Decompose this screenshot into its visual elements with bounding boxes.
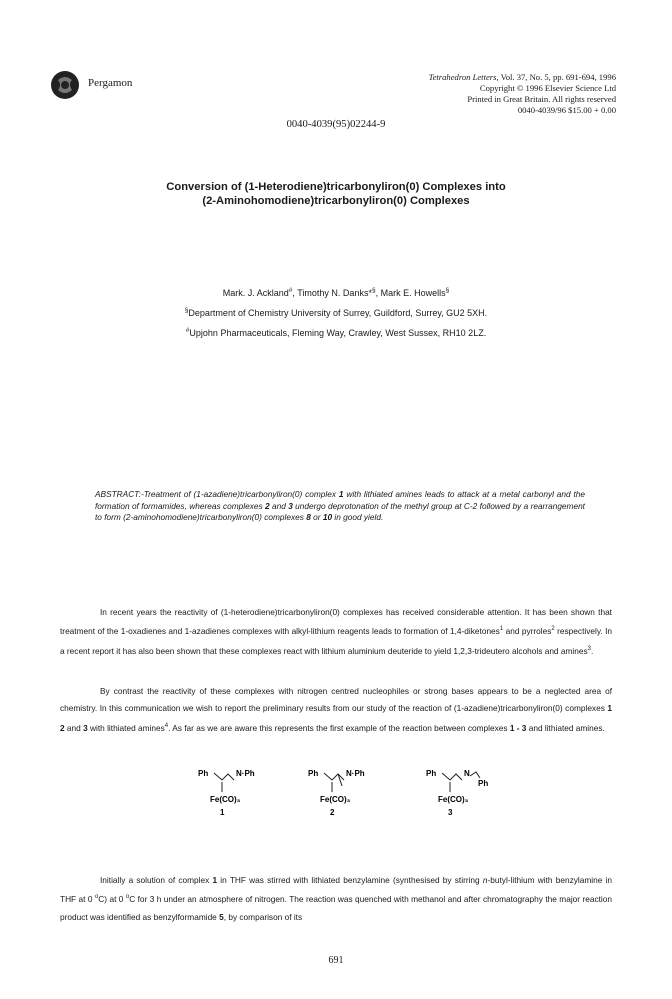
pergamon-logo [50, 70, 80, 100]
abstract-compound-1: 1 [338, 489, 344, 499]
page-number: 691 [328, 955, 344, 966]
author-3-mark: § [445, 287, 450, 294]
structure-1-bonds [214, 773, 234, 780]
p2-compound-range: 1 - 3 [509, 722, 527, 733]
structure-1 [198, 769, 255, 817]
publisher-name: Pergamon [88, 77, 133, 89]
abstract [95, 489, 585, 524]
title-line-2: (2-Aminohomodiene)tricarbonyliron(0) Complexes [202, 195, 470, 207]
p3-compound-1: 1 [212, 875, 218, 885]
p3-degree-1: o [94, 894, 99, 901]
author-1-mark: # [288, 287, 293, 294]
abstract-compound-8: 8 [306, 512, 311, 523]
structure-1-ph: Ph [198, 769, 209, 778]
structure-3-ph: Ph [426, 769, 437, 778]
p1-text-d: . [590, 645, 594, 656]
author-list [0, 282, 672, 302]
p2-text-c: and [64, 722, 84, 733]
journal-info [356, 72, 616, 116]
p2-compound-2: 2 [60, 722, 65, 733]
p2-ref-4: 4 [164, 722, 169, 729]
p2-text-d: with lithiated amines [87, 722, 165, 733]
chemical-structures [180, 766, 500, 856]
authors-block [0, 282, 672, 342]
p1-ref-1: 1 [499, 626, 504, 633]
structure-2-n: N·Ph [346, 769, 365, 778]
doi: 0040-4039(95)02244-9 [286, 119, 386, 130]
p3-n-italic: n [482, 875, 488, 885]
p3-text-a: Initially a solution of complex [100, 875, 213, 885]
paper-title [80, 180, 592, 208]
affiliation-2 [0, 322, 672, 342]
structure-3-number: 3 [448, 808, 453, 817]
structure-2-fe: Fe(CO)₃ [320, 795, 351, 804]
structure-3-bonds [442, 772, 480, 780]
p1-ref-3: 3 [587, 645, 591, 652]
p3-compound-5: 5 [219, 911, 224, 922]
author-3: , Mark E. Howells [375, 288, 446, 298]
journal-name: Tetrahedron Letters [428, 72, 497, 82]
structure-1-fe: Fe(CO)₃ [210, 795, 241, 804]
title-line-1: Conversion of (1-Heterodiene)tricarbonyliron(0) Complexes into [166, 181, 506, 193]
abstract-compound-3: 3 [288, 500, 293, 511]
p3-text-d: C) at 0 [98, 894, 126, 905]
author-2: , Timothy N. Danks* [292, 288, 372, 298]
abstract-compound-2: 2 [264, 500, 270, 511]
p2-text-f: and lithiated amines. [526, 722, 605, 733]
copyright: Copyright © 1996 Elsevier Science Ltd [479, 83, 616, 93]
affiliation-1 [0, 302, 672, 322]
p2-compound-3: 3 [83, 722, 88, 733]
abstract-text-a: ABSTRACT:-Treatment of (1-azadiene)tricarbonyliron(0) complex [95, 489, 339, 499]
journal-volume: , Vol. 37, No. 5, pp. 691-694, 1996 [496, 72, 616, 82]
structure-2-number: 2 [330, 808, 335, 817]
abstract-text-c: and [269, 500, 289, 511]
p3-text-f: , by comparison of its [223, 911, 303, 922]
p3-text-b: in THF was stirred with lithiated benzylamine (synthesised by stirring [217, 875, 483, 885]
structure-1-n: N·Ph [236, 769, 255, 778]
p1-text-b: and pyrroles [503, 626, 552, 637]
issn-price: 0040-4039/96 $15.00 + 0.00 [517, 105, 616, 115]
affiliation-1-mark: § [184, 307, 189, 314]
p2-text-a: By contrast the reactivity of these complexes with nitrogen centred nucleophiles or strong bases appears to be a neglected area of chemistry. In this communication we wish to report the preliminary results from our study of the reaction of (1-azadiene)tricarbonyliron(0) complexes [60, 686, 612, 714]
paragraph-2 [60, 683, 612, 737]
structure-2-ph: Ph [308, 769, 319, 778]
abstract-compound-10: 10 [322, 512, 333, 523]
structure-3-n: N [464, 769, 470, 778]
affiliation-2-text: Upjohn Pharmaceuticals, Fleming Way, Crawley, West Sussex, RH10 2LZ. [189, 328, 487, 338]
p1-text-a: In recent years the reactivity of (1-heterodiene)tricarbonyliron(0) complexes has received considerable attention. It has been shown that treatment of the 1-oxadienes and 1-azadienes complexes with alkyl-lithium reagents leads to formation of 1,4-diketones [60, 607, 612, 637]
abstract-text-f: in good yield. [332, 512, 384, 523]
author-1: Mark. J. Ackland [222, 288, 289, 298]
affiliation-1-text: Department of Chemistry University of Surrey, Guildford, Surrey, GU2 5XH. [188, 308, 488, 318]
structure-3 [426, 769, 488, 817]
structure-1-number: 1 [220, 808, 225, 817]
printed-info: Printed in Great Britain. All rights reserved [467, 94, 616, 104]
abstract-text-b: with lithiated amines leads to attack at a metal carbonyl and the formation of formamides, whereas complexes [95, 489, 586, 511]
p3-text-e: C for 3 h under an atmosphere of nitrogen. The reaction was quenched with methanol and after chromatography the major reaction product was identified as benzylformamide [60, 894, 612, 922]
paragraph-1 [60, 604, 612, 660]
abstract-text-e: or [310, 512, 323, 523]
p1-text-c: respectively. In a recent report it has also been shown that these complexes react with lithium aluminium deuteride to yield 1,2,3-trideutero alcohols and amines [60, 626, 613, 656]
p2-text-e: . As far as we are aware this represents the first example of the reaction between complexes [168, 722, 510, 733]
p3-text-c: -butyl-lithium with benzylamine in THF at 0 [60, 875, 612, 905]
p1-ref-2: 2 [551, 626, 555, 633]
structure-3-ph2: Ph [478, 779, 489, 788]
paragraph-3 [60, 872, 612, 926]
structure-2-bonds [324, 773, 344, 786]
p2-compound-1: 1 [607, 703, 612, 714]
affiliation-2-mark: # [185, 327, 190, 334]
author-2-mark: § [371, 287, 376, 294]
structure-2 [308, 769, 365, 817]
structure-3-fe: Fe(CO)₃ [438, 795, 469, 804]
p3-degree-2: o [125, 894, 130, 901]
abstract-text-d: undergo deprotonation of the methyl group at C-2 followed by a rearrangement to form (2-aminohomodiene)tricarbonyliron(0) complexes [95, 500, 585, 523]
